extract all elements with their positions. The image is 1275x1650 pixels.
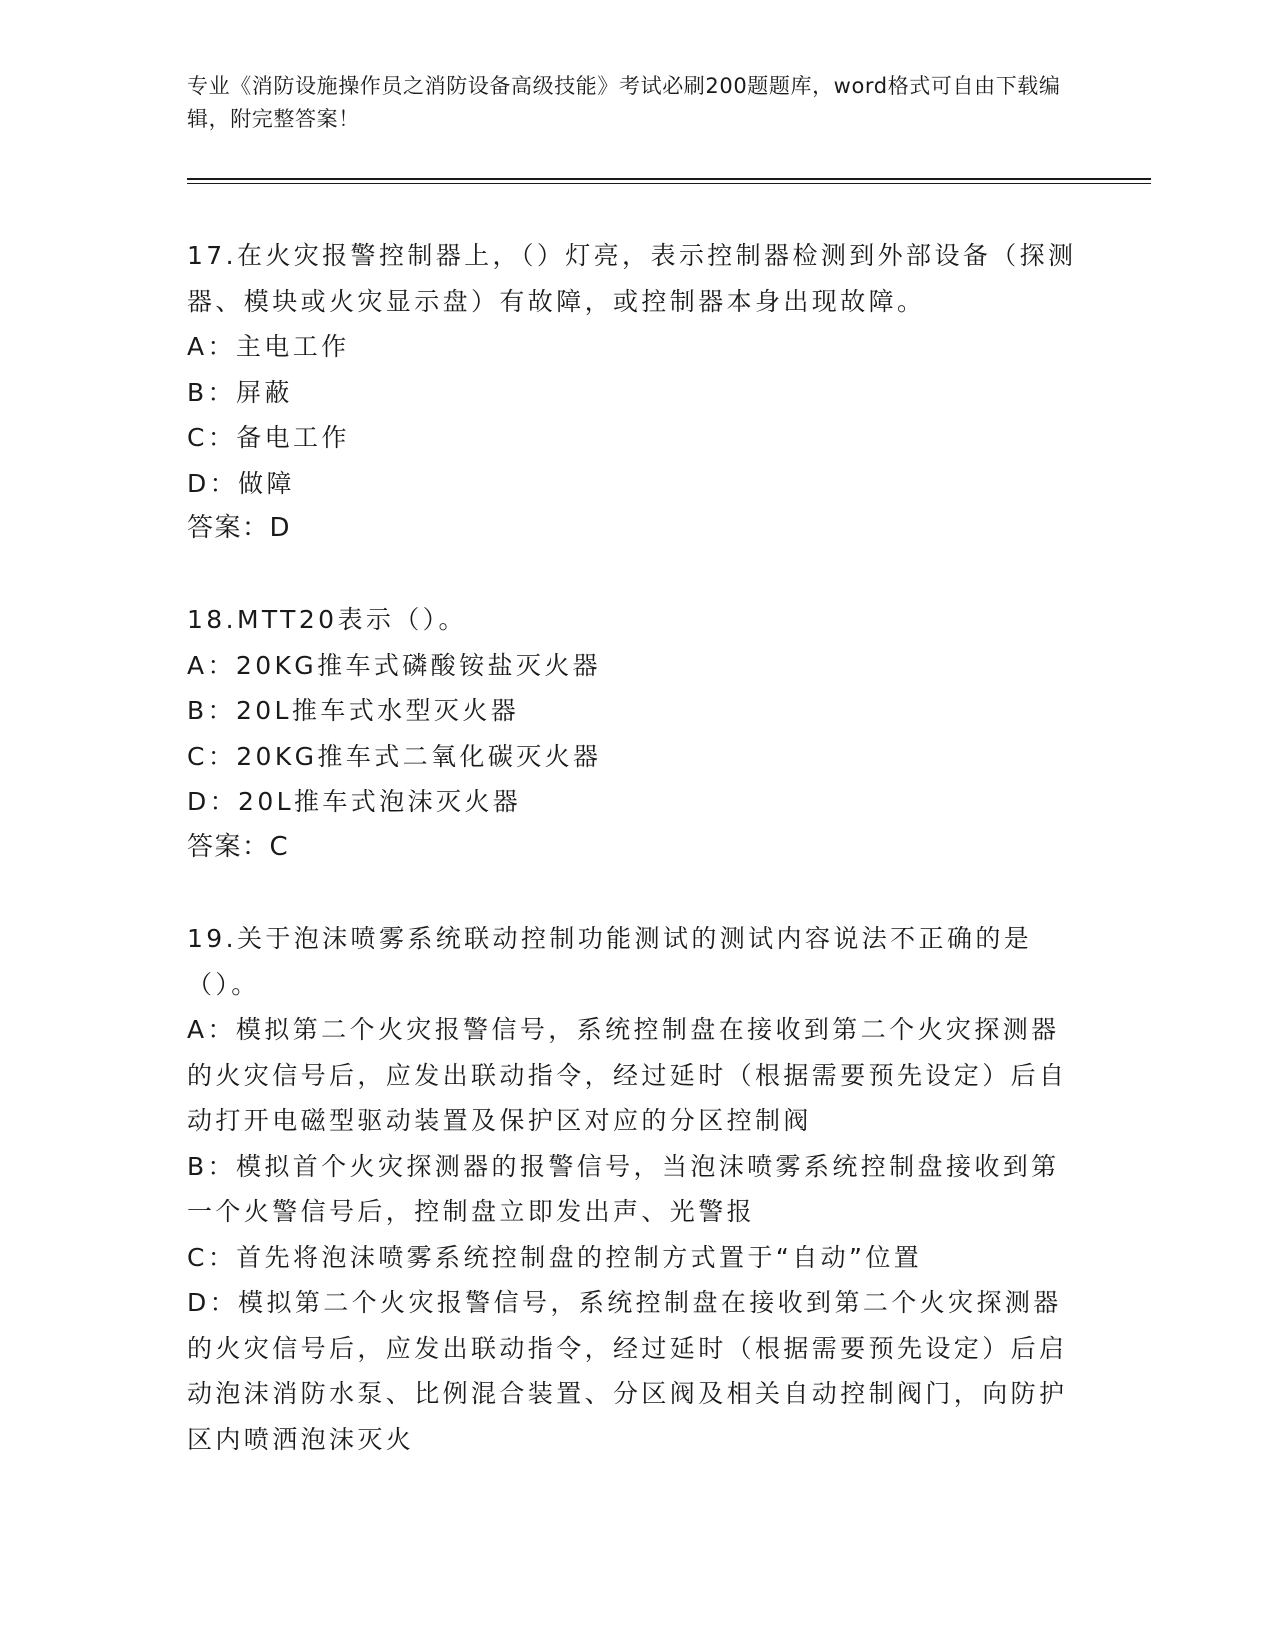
answer-line: 答案：D xyxy=(187,513,292,543)
option-a: A：主电工作 xyxy=(187,332,350,361)
question-stem: 19.关于泡沫喷雾系统联动控制功能测试的测试内容说法不正确的是（）。 xyxy=(187,924,1033,999)
document-header: 专业《消防设施操作员之消防设备高级技能》考试必刷200题题库，word格式可自由下载编辑，附完整答案！ xyxy=(187,74,1061,131)
option-b: B：屏蔽 xyxy=(187,377,293,407)
option-d: D：做障 xyxy=(187,468,295,498)
question-18 xyxy=(187,597,1077,870)
question-stem: 18.MTT20表示（）。 xyxy=(187,605,467,634)
option-b: B：模拟首个火灾探测器的报警信号，当泡沫喷雾系统控制盘接收到第一个火警信号后，控制盘立即发出声、光警报 xyxy=(187,1151,1060,1226)
option-c: C：备电工作 xyxy=(187,423,350,452)
header-divider-thin xyxy=(187,183,1151,184)
option-b: B：20L推车式水型灭火器 xyxy=(187,696,520,725)
answer-line: 答案：C xyxy=(187,831,290,862)
option-c: C：首先将泡沫喷雾系统控制盘的控制方式置于“自动”位置 xyxy=(187,1242,923,1272)
option-a: A：模拟第二个火灾报警信号，系统控制盘在接收到第二个火灾探测器的火灾信号后，应发出联动指令，经过延时（根据需要预先设定）后自动打开电磁型驱动装置及保护区对应的分区控制阀 xyxy=(187,1015,1068,1135)
option-d: D：20L推车式泡沫灭火器 xyxy=(187,787,522,816)
option-d: D：模拟第二个火灾报警信号，系统控制盘在接收到第二个火灾探测器的火灾信号后，应发出联动指令，经过延时（根据需要预先设定）后启动泡沫消防水泵、比例混合装置、分区阀及相关自动控制阀门，向防护区内喷洒泡沫灭火 xyxy=(187,1288,1068,1454)
question-stem: 17.在火灾报警控制器上，（）灯亮，表示控制器检测到外部设备（探测器、模块或火灾显示盘）有故障，或控制器本身出现故障。 xyxy=(187,241,1077,316)
question-17 xyxy=(187,233,1077,552)
option-a: A：20KG推车式磷酸铵盐灭火器 xyxy=(187,650,602,680)
header-divider-thick xyxy=(187,178,1151,180)
option-c: C：20KG推车式二氧化碳灭火器 xyxy=(187,741,602,771)
question-19 xyxy=(187,916,1077,1462)
